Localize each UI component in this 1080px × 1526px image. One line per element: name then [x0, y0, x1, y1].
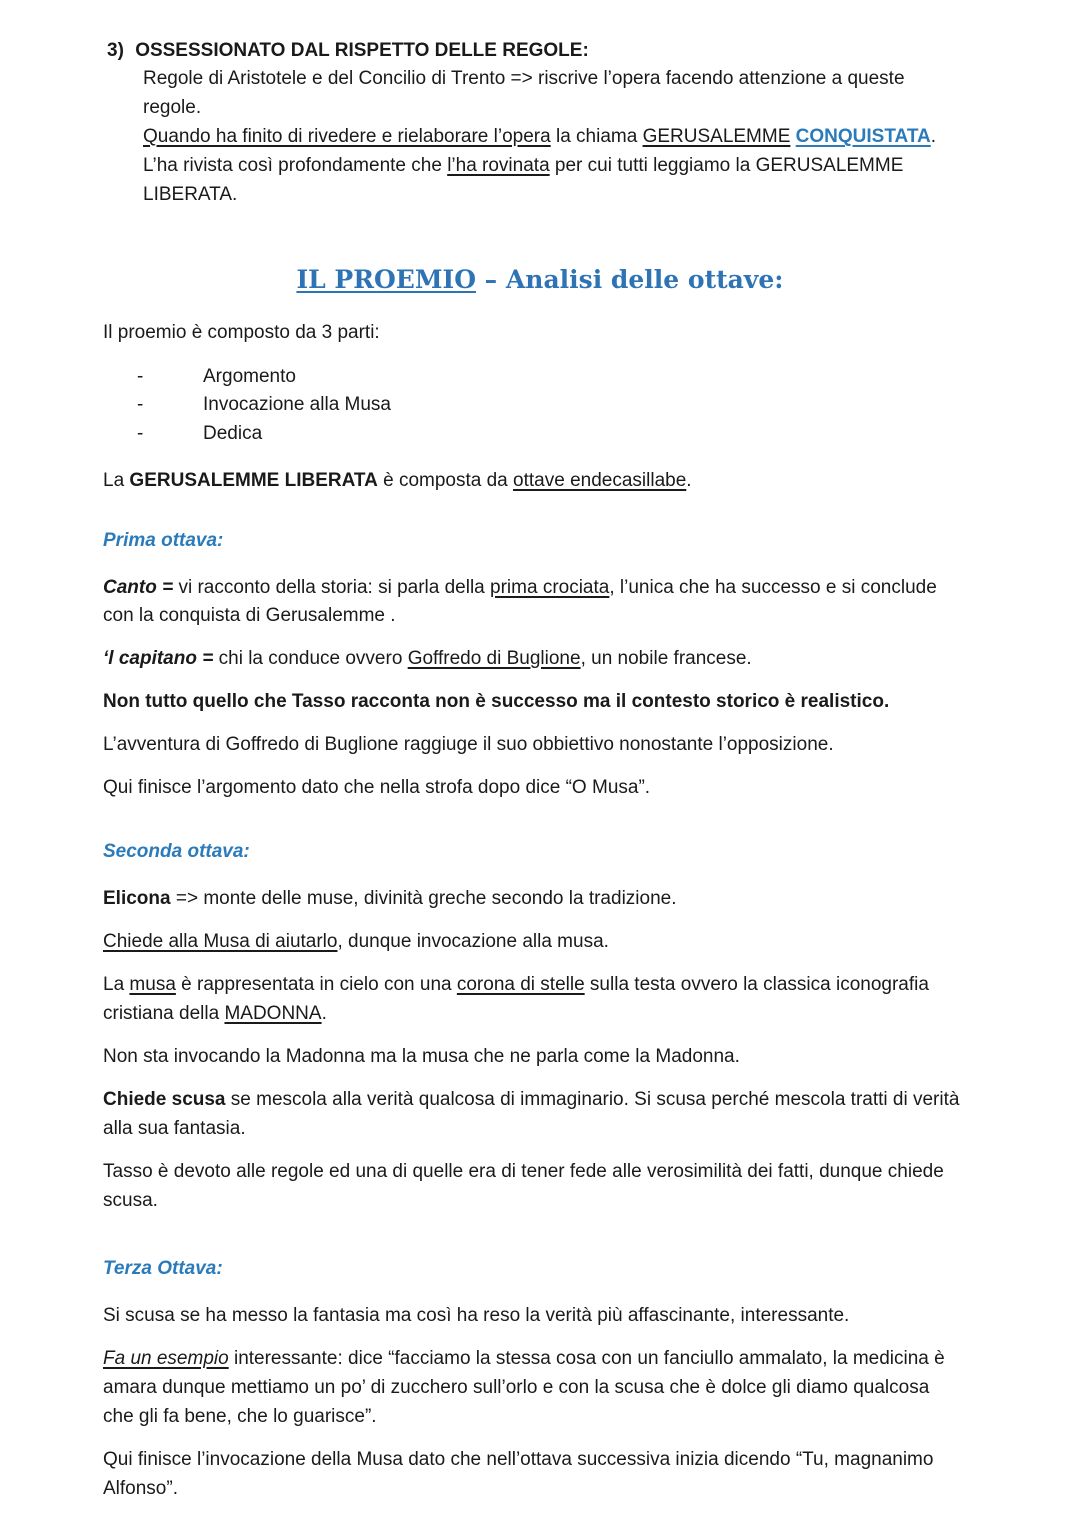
underlined-phrase: prima crociata: [490, 577, 610, 598]
prima-capitano-line: ‘l capitano = chi la conduce ovvero Goffredo di Buglione, un nobile francese.: [103, 648, 752, 669]
prima-canto-cont: con la conquista di Gerusalemme .: [103, 605, 396, 626]
seconda-tasso-line: Tasso è devoto alle regole ed una di quelle era di tener fede alle verosimilità dei fatti, dunque chiede: [103, 1161, 944, 1182]
section-number: 3): [107, 40, 124, 61]
prima-bold-line: Non tutto quello che Tasso racconta non è successo ma il contesto storico è realistico.: [103, 691, 890, 712]
section-3-paragraph-3-cont: LIBERATA.: [143, 184, 238, 205]
seconda-scusa-cont: alla sua fantasia.: [103, 1118, 246, 1139]
prima-ottava-heading: Prima ottava:: [103, 530, 224, 551]
underlined-phrase: l’ha rovinata: [447, 155, 550, 176]
terza-fine-cont: Alfonso”.: [103, 1478, 178, 1499]
underlined-phrase: Quando ha finito di rivedere e rielaborare l’opera: [143, 126, 551, 147]
terza-esempio-cont: amara dunque mettiamo un po’ di zucchero sull’orlo e con la scusa che è dolce gli diamo qualcosa: [103, 1377, 930, 1398]
prima-line-5: Qui finisce l’argomento dato che nella strofa dopo dice “O Musa”.: [103, 777, 651, 798]
title-rest: – Analisi delle ottave:: [475, 265, 784, 294]
title-main: IL PROEMIO: [296, 265, 476, 294]
prima-line-4: L’avventura di Goffredo di Buglione raggiuge il suo obbiettivo nonostante l’opposizione.: [103, 734, 834, 755]
page-title: [0, 265, 1080, 294]
terza-ottava-heading: Terza Ottava:: [103, 1258, 223, 1279]
underlined-phrase: Chiede alla Musa di aiutarlo: [103, 931, 338, 952]
list-item: - Argomento: [137, 366, 296, 387]
intro-paragraph: La GERUSALEMME LIBERATA è composta da ottave endecasillabe.: [103, 470, 692, 491]
seconda-elicona-line: Elicona => monte delle muse, divinità greche secondo la tradizione.: [103, 888, 677, 909]
seconda-musa-line: La musa è rappresentata in cielo con una corona di stelle sulla testa ovvero la classica iconografia: [103, 974, 929, 995]
underlined-phrase: Fa un esempio: [103, 1348, 229, 1369]
prima-canto-line: Canto = vi racconto della storia: si parla della prima crociata, l’unica che ha successo e si conclude: [103, 577, 937, 598]
terza-fine-line: Qui finisce l’invocazione della Musa dato che nell’ottava successiva inizia dicendo “Tu, magnanimo: [103, 1449, 934, 1470]
section-3-paragraph-2: Quando ha finito di rivedere e rielaborare l’opera la chiama GERUSALEMME CONQUISTATA.: [143, 126, 937, 147]
underlined-phrase: GERUSALEMME: [642, 126, 791, 147]
highlighted-term: CONQUISTATA: [795, 126, 931, 147]
section-3-line-1: Regole di Aristotele e del Concilio di Trento => riscrive l’opera facendo attenzione a queste: [143, 68, 905, 89]
section-3-line-2: regole.: [143, 97, 202, 118]
list-item: - Invocazione alla Musa: [137, 394, 391, 415]
terza-esempio-line: Fa un esempio interessante: dice “facciamo la stessa cosa con un fanciullo ammalato, la medicina è: [103, 1348, 945, 1369]
intro-text: Il proemio è composto da 3 parti:: [103, 322, 380, 343]
seconda-ottava-heading: Seconda ottava:: [103, 841, 250, 862]
underlined-phrase: ottave endecasillabe: [513, 470, 687, 491]
underlined-phrase: MADONNA: [224, 1003, 322, 1024]
seconda-tasso-cont: scusa.: [103, 1190, 158, 1211]
seconda-musa-cont: cristiana della MADONNA.: [103, 1003, 327, 1024]
section-3-paragraph-3: L’ha rivista così profondamente che l’ha rovinata per cui tutti leggiamo la GERUSALEMME: [143, 155, 904, 176]
terza-esempio-end: che gli fa bene, che lo guarisce”.: [103, 1406, 377, 1427]
seconda-chiede-line: Chiede alla Musa di aiutarlo, dunque invocazione alla musa.: [103, 931, 609, 952]
seconda-scusa-line: Chiede scusa se mescola alla verità qualcosa di immaginario. Si scusa perché mescola tratti di verità: [103, 1089, 960, 1110]
underlined-phrase: musa: [129, 974, 176, 995]
terza-line-1: Si scusa se ha messo la fantasia ma così ha reso la verità più affascinante, interessante.: [103, 1305, 850, 1326]
section-title: OSSESSIONATO DAL RISPETTO DELLE REGOLE:: [135, 40, 589, 61]
section-3-heading: [107, 40, 1007, 62]
underlined-phrase: corona di stelle: [456, 974, 585, 995]
underlined-phrase: Goffredo di Buglione: [407, 648, 581, 669]
seconda-line-4: Non sta invocando la Madonna ma la musa che ne parla come la Madonna.: [103, 1046, 740, 1067]
list-item: - Dedica: [137, 423, 263, 444]
